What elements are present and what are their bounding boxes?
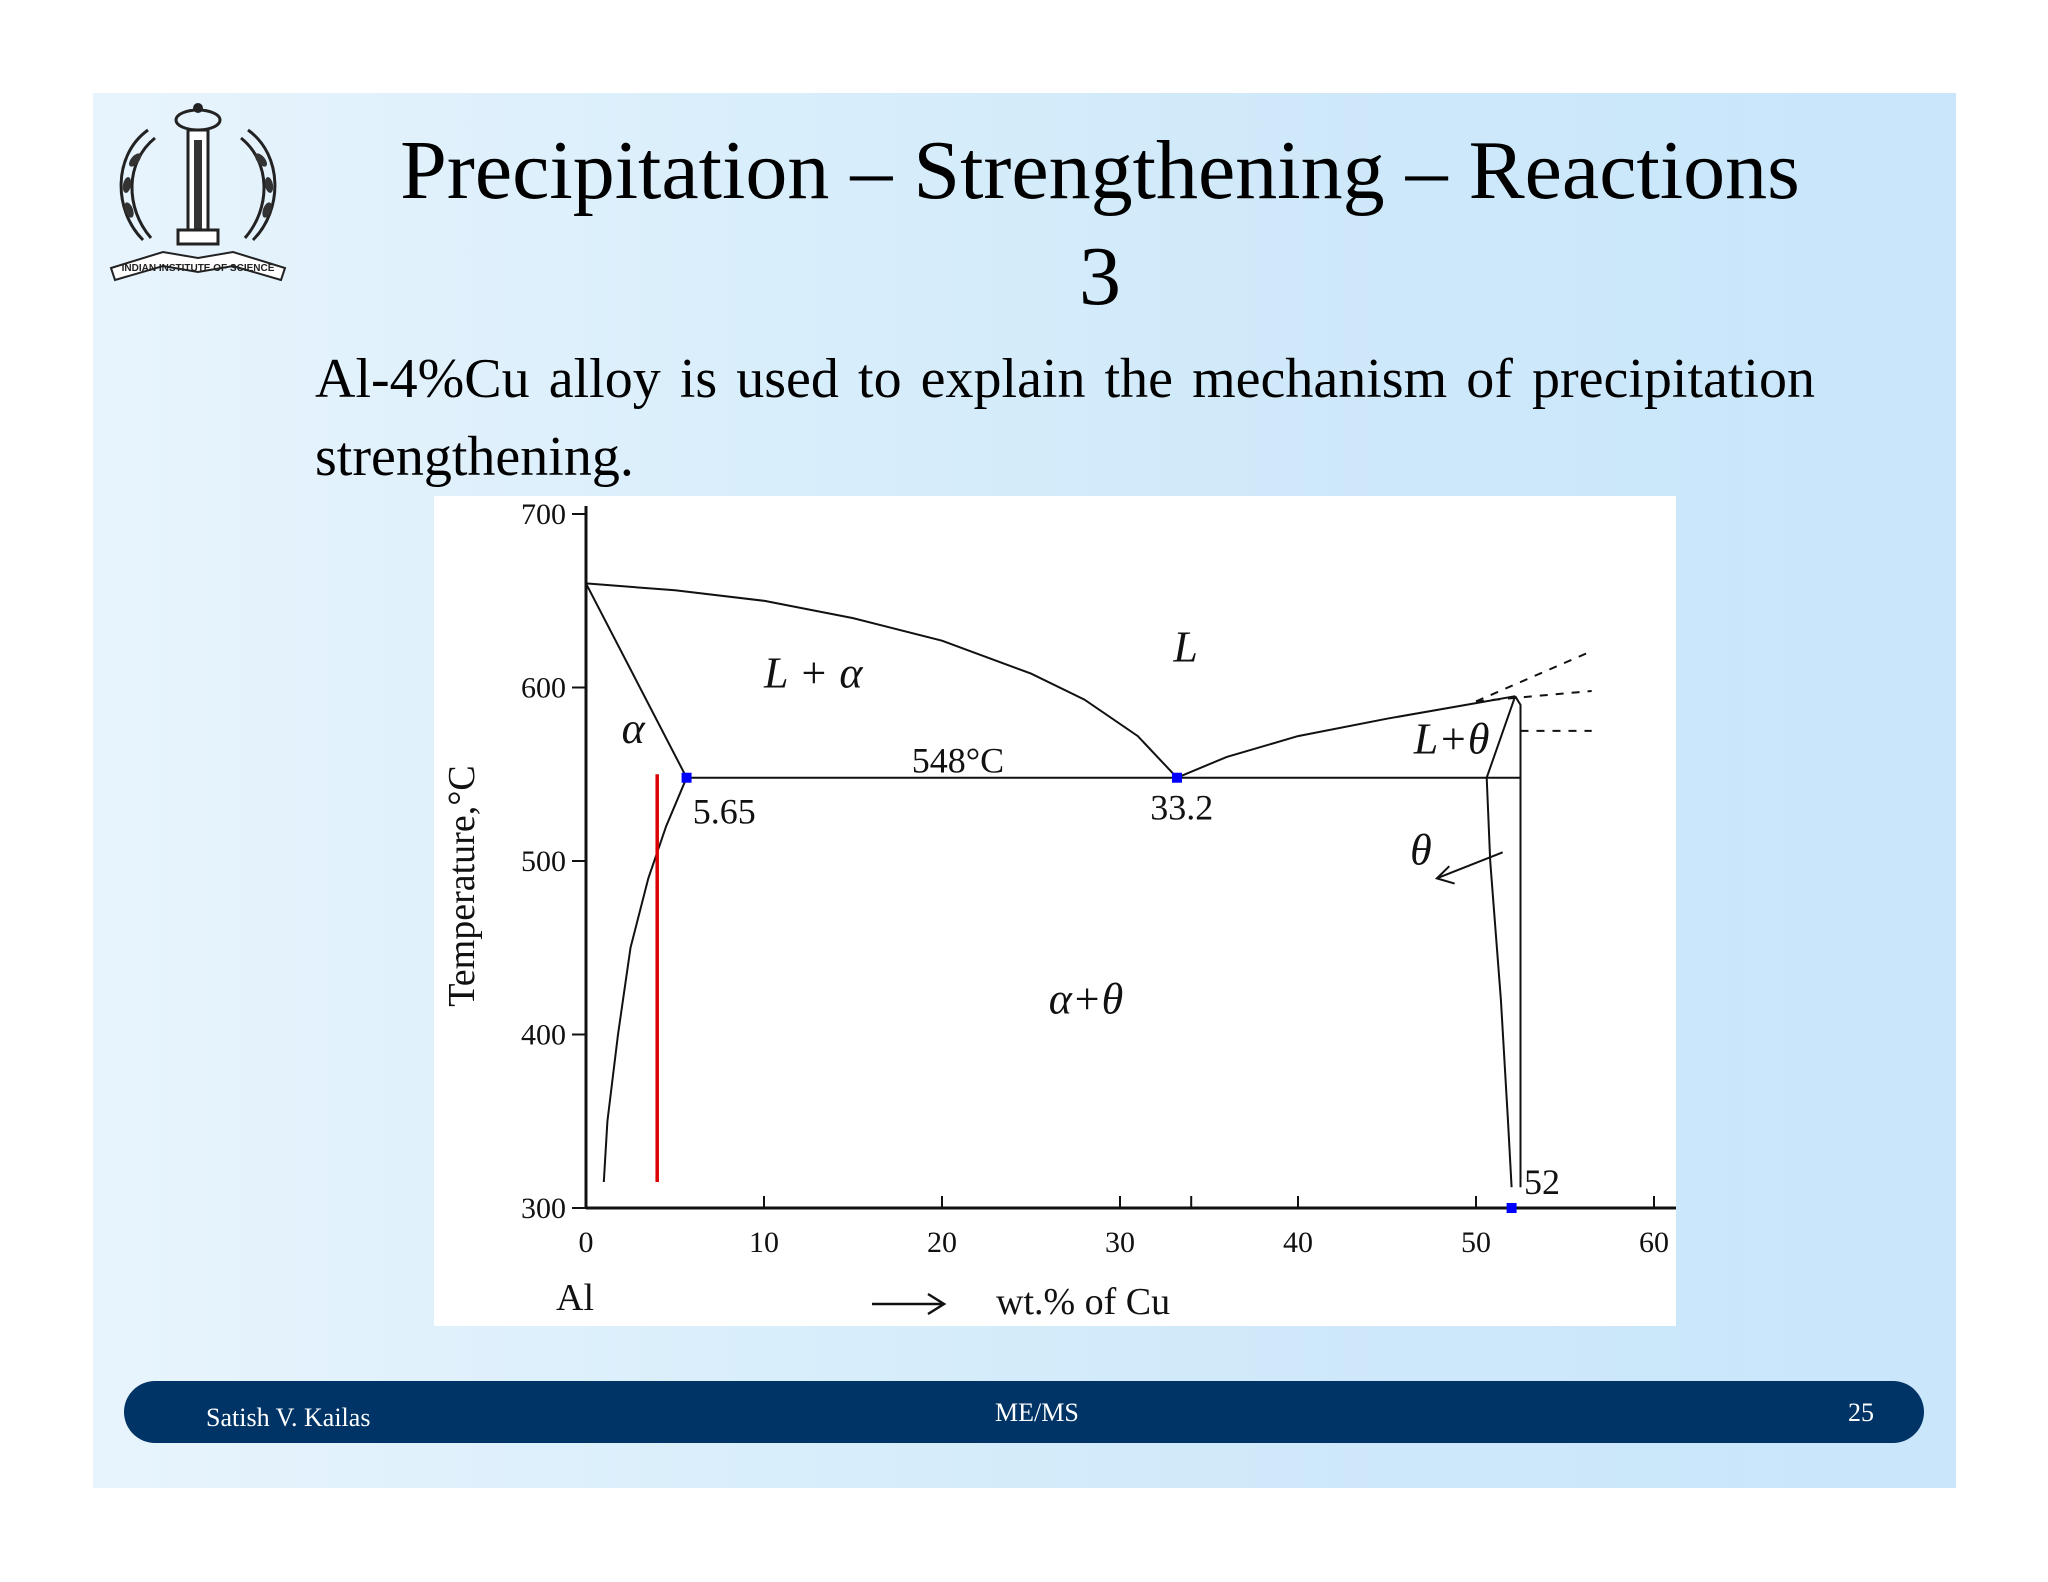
dashed-extension-line <box>1476 651 1592 701</box>
phase-region-label: L <box>1173 622 1198 672</box>
x-tick-label: 30 <box>1105 1226 1135 1259</box>
y-tick-label: 400 <box>521 1018 566 1052</box>
phase-region-label: L+θ <box>1413 714 1490 764</box>
phase-diagram-svg <box>434 496 1676 1326</box>
y-tick-label: 300 <box>521 1192 566 1225</box>
y-tick-label: 600 <box>521 671 566 705</box>
composition-point-marker <box>682 773 692 783</box>
point-label-5-65: 5.65 <box>692 791 756 832</box>
svg-text:INDIAN INSTITUTE OF SCIENCE: INDIAN INSTITUTE OF SCIENCE <box>121 263 275 274</box>
footer-page-number: 25 <box>1848 1398 1874 1427</box>
point-label-52: 52 <box>1524 1162 1561 1202</box>
theta-right-boundary <box>1515 696 1520 1187</box>
y-axis-title: Temperature,°C <box>441 765 483 1007</box>
footer-bar <box>124 1381 1924 1443</box>
slide-body-text: Al-4%Cu alloy is used to explain the mechanism of precipitation strengthening. <box>315 348 1815 488</box>
footer-course: ME/MS <box>995 1398 1079 1427</box>
x-tick-label: 40 <box>1283 1226 1313 1259</box>
y-tick-label: 500 <box>521 845 566 878</box>
phase-region-label: α <box>621 704 645 754</box>
theta-left-boundary <box>1487 696 1516 1187</box>
iisc-logo <box>103 100 293 290</box>
point-label-33-2: 33.2 <box>1150 787 1214 828</box>
x-tick-label: 10 <box>749 1226 779 1259</box>
phase-region-label: α+θ <box>1048 974 1124 1024</box>
phase-diagram <box>434 496 1676 1326</box>
liquidus-left-curve <box>586 583 1177 777</box>
x-tick-label: 60 <box>1639 1226 1669 1259</box>
x-tick-label: 20 <box>927 1226 957 1259</box>
x-start-label: Al <box>556 1277 594 1319</box>
dashed-extension-line <box>1476 691 1592 701</box>
x-tick-label: 50 <box>1461 1226 1491 1259</box>
phase-region-label: θ <box>1410 825 1432 875</box>
composition-point-marker <box>1507 1203 1517 1213</box>
footer-author: Satish V. Kailas <box>206 1403 371 1432</box>
composition-point-marker <box>1172 773 1182 783</box>
y-tick-label: 700 <box>521 498 566 531</box>
eutectic-temperature-label: 548°C <box>911 740 1005 781</box>
x-tick-label: 0 <box>578 1226 594 1259</box>
alpha-solvus-curve <box>604 778 687 1182</box>
theta-pointer-arrow <box>1437 852 1503 878</box>
slide-title: Precipitation – Strengthening – Reactions 3 <box>400 124 1800 323</box>
x-axis-title: wt.% of Cu <box>996 1281 1171 1323</box>
phase-region-label: L + α <box>764 648 863 698</box>
